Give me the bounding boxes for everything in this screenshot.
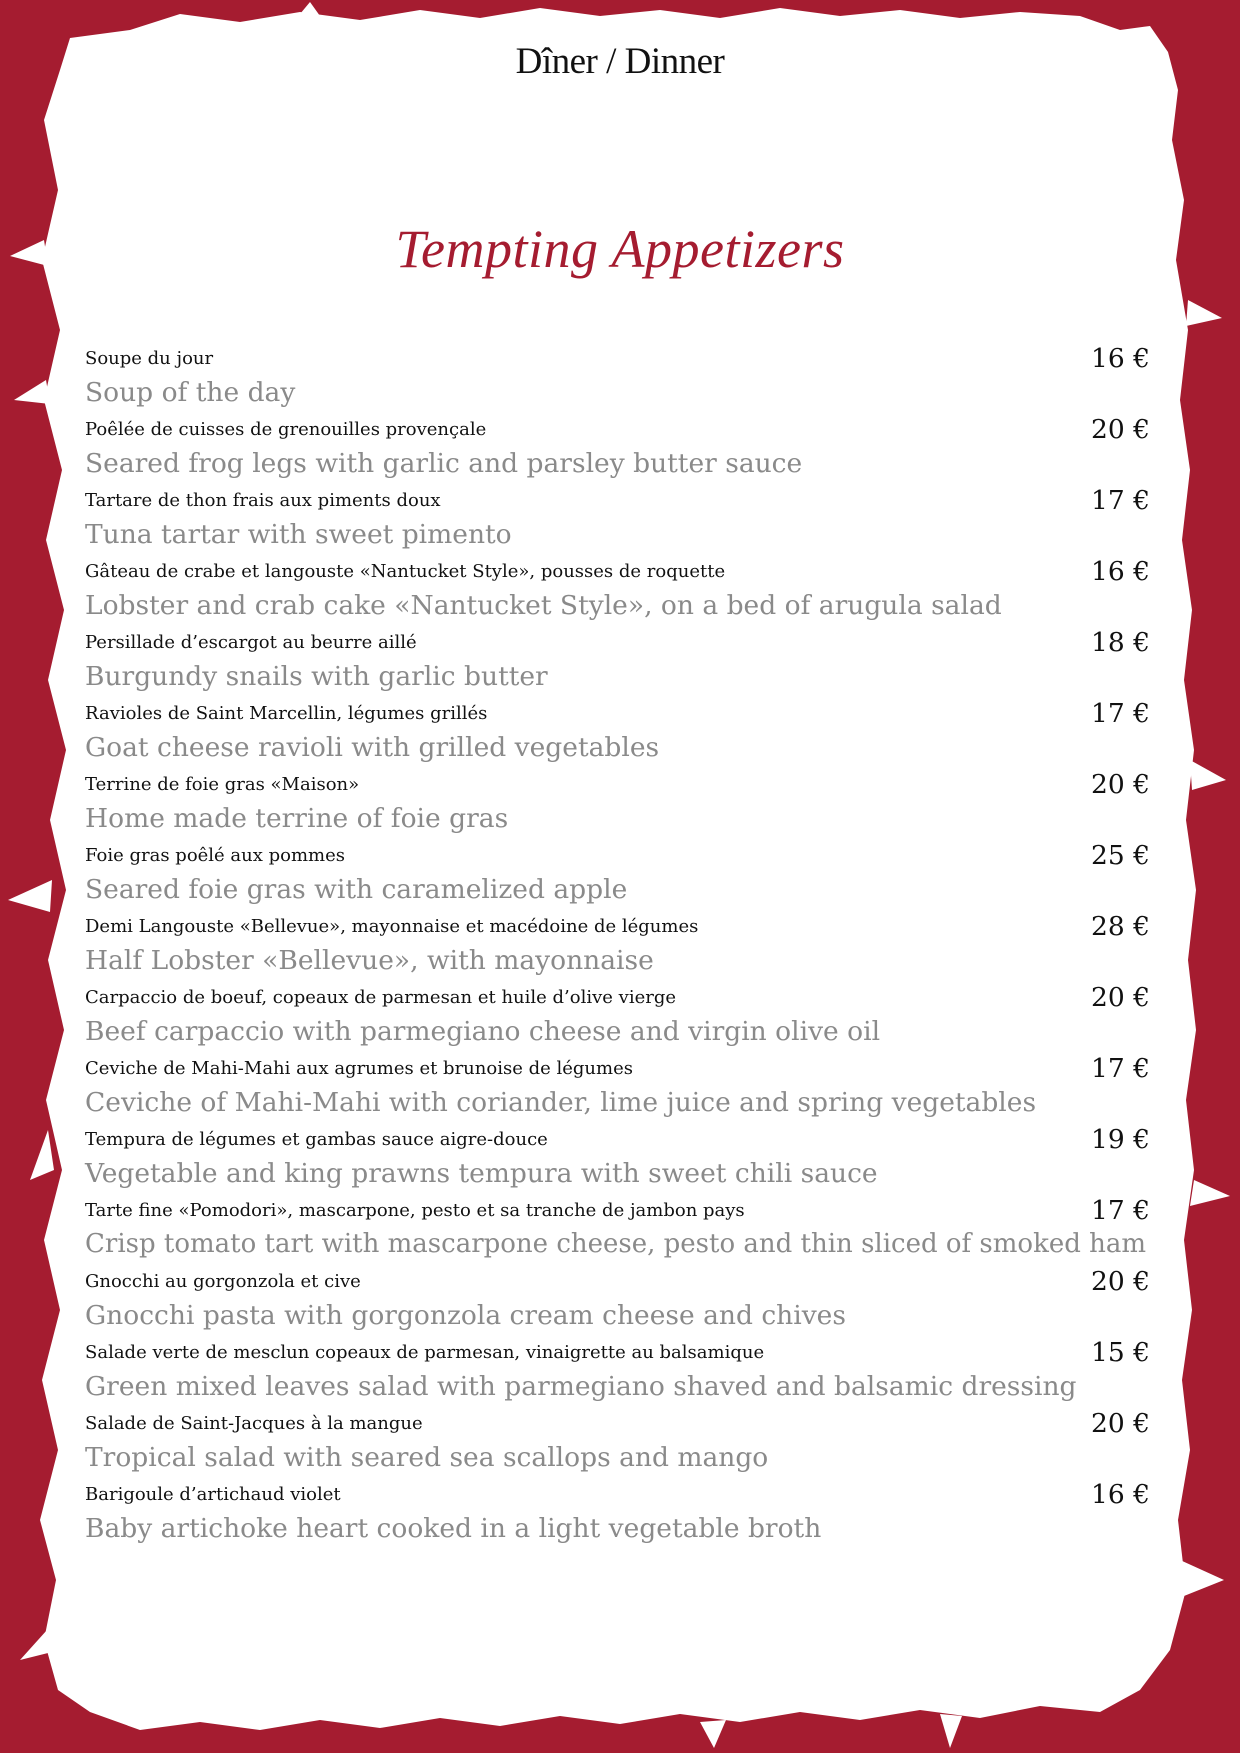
dish-price: 18 € xyxy=(1090,627,1150,658)
dish-price: 19 € xyxy=(1090,1124,1150,1155)
dish-translation: Home made terrine of foie gras xyxy=(85,803,509,834)
dish-name: Tartare de thon frais aux piments doux xyxy=(85,490,441,511)
dish-translation: Vegetable and king prawns tempura with sweet chili sauce xyxy=(85,1158,878,1189)
dish-name: Demi Langouste «Bellevue», mayonnaise et macédoine de légumes xyxy=(85,916,699,937)
menu-item xyxy=(85,342,1150,413)
dish-name: Salade verte de mesclun copeaux de parmesan, vinaigrette au balsamique xyxy=(85,1342,765,1363)
dish-name: Soupe du jour xyxy=(85,348,214,369)
dish-name: Foie gras poêlé aux pommes xyxy=(85,845,346,866)
dish-price: 20 € xyxy=(1090,769,1150,800)
menu-item xyxy=(85,1336,1150,1407)
menu-item xyxy=(85,1478,1150,1549)
dish-name: Tarte fine «Pomodori», mascarpone, pesto et sa tranche de jambon pays xyxy=(85,1200,745,1221)
dish-translation: Crisp tomato tart with mascarpone cheese, pesto and thin sliced of smoked ham xyxy=(85,1229,1147,1259)
dish-price: 16 € xyxy=(1090,1479,1150,1510)
dish-price: 16 € xyxy=(1090,343,1150,374)
dish-price: 20 € xyxy=(1090,982,1150,1013)
dish-translation: Goat cheese ravioli with grilled vegetables xyxy=(85,732,660,763)
menu-item xyxy=(85,768,1150,839)
dish-translation: Baby artichoke heart cooked in a light vegetable broth xyxy=(85,1513,822,1544)
dish-name: Terrine de foie gras «Maison» xyxy=(85,774,360,795)
menu-item xyxy=(85,626,1150,697)
dish-name: Gnocchi au gorgonzola et cive xyxy=(85,1271,361,1292)
dish-translation: Gnocchi pasta with gorgonzola cream cheese and chives xyxy=(85,1300,846,1331)
dish-translation: Seared frog legs with garlic and parsley butter sauce xyxy=(85,448,803,479)
dish-price: 17 € xyxy=(1090,485,1150,516)
dish-name: Gâteau de crabe et langouste «Nantucket Style», pousses de roquette xyxy=(85,561,726,582)
dish-price: 17 € xyxy=(1090,698,1150,729)
menu-item xyxy=(85,910,1150,981)
dish-name: Carpaccio de boeuf, copeaux de parmesan et huile d’olive vierge xyxy=(85,987,677,1008)
dish-price: 17 € xyxy=(1090,1053,1150,1084)
dish-price: 16 € xyxy=(1090,556,1150,587)
dish-name: Poêlée de cuisses de grenouilles provençale xyxy=(85,419,487,440)
menu-item xyxy=(85,555,1150,626)
menu-item xyxy=(85,1123,1150,1194)
menu-item xyxy=(85,413,1150,484)
dish-name: Ravioles de Saint Marcellin, légumes grillés xyxy=(85,703,488,724)
dish-name: Salade de Saint-Jacques à la mangue xyxy=(85,1413,423,1434)
dish-translation: Beef carpaccio with parmegiano cheese and virgin olive oil xyxy=(85,1016,881,1047)
dish-price: 17 € xyxy=(1090,1195,1150,1226)
dish-price: 25 € xyxy=(1090,840,1150,871)
dish-price: 20 € xyxy=(1090,1266,1150,1297)
dish-price: 28 € xyxy=(1090,911,1150,942)
dish-translation: Tropical salad with seared sea scallops and mango xyxy=(85,1442,769,1473)
dish-translation: Half Lobster «Bellevue», with mayonnaise xyxy=(85,945,654,976)
dish-translation: Soup of the day xyxy=(85,377,296,408)
dish-price: 20 € xyxy=(1090,1408,1150,1439)
dish-translation: Burgundy snails with garlic butter xyxy=(85,661,548,692)
dish-name: Persillade d’escargot au beurre aillé xyxy=(85,632,417,653)
menu-item xyxy=(85,839,1150,910)
dish-translation: Lobster and crab cake «Nantucket Style», on a bed of arugula salad xyxy=(85,590,1002,621)
dish-name: Barigoule d’artichaud violet xyxy=(85,1484,341,1505)
dish-price: 20 € xyxy=(1090,414,1150,445)
menu-list xyxy=(85,342,1150,1549)
page-title: Dîner / Dinner xyxy=(515,41,725,82)
dish-translation: Seared foie gras with caramelized apple xyxy=(85,874,628,905)
dish-name: Tempura de légumes et gambas sauce aigre-douce xyxy=(85,1129,548,1150)
menu-item xyxy=(85,1407,1150,1478)
dish-name: Ceviche de Mahi-Mahi aux agrumes et brunoise de légumes xyxy=(85,1058,633,1079)
menu-item xyxy=(85,1265,1150,1336)
dish-translation: Tuna tartar with sweet pimento xyxy=(85,519,512,550)
menu-item xyxy=(85,1194,1150,1265)
menu-item xyxy=(85,697,1150,768)
dish-translation: Green mixed leaves salad with parmegiano shaved and balsamic dressing xyxy=(85,1371,1077,1402)
section-title: Tempting Appetizers xyxy=(395,219,845,279)
dish-price: 15 € xyxy=(1090,1337,1150,1368)
dish-translation: Ceviche of Mahi-Mahi with coriander, lime juice and spring vegetables xyxy=(85,1087,1037,1118)
menu-item xyxy=(85,484,1150,555)
menu-item xyxy=(85,1052,1150,1123)
menu-item xyxy=(85,981,1150,1052)
